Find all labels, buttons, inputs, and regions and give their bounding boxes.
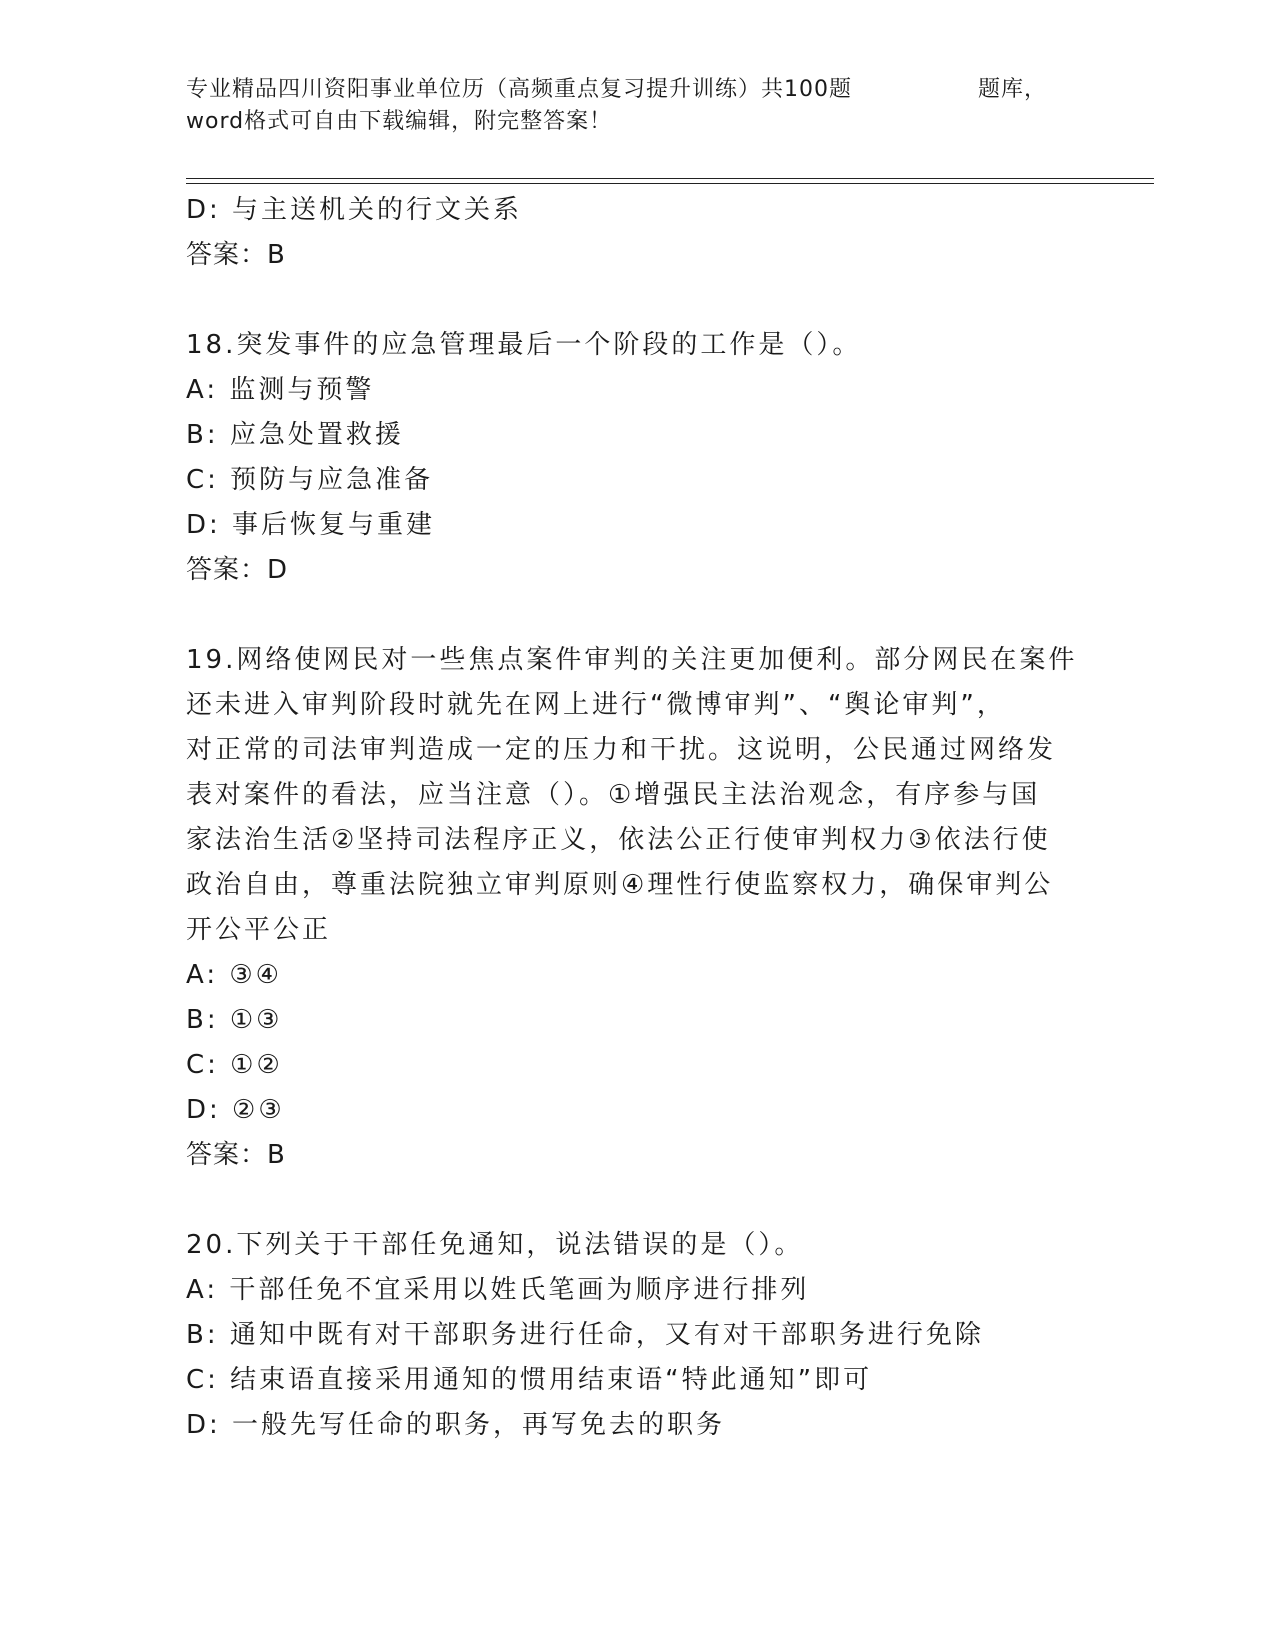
spacer bbox=[186, 1178, 1086, 1223]
header-title-main: 专业精品四川资阳事业单位历（高频重点复习提升训练）共100题 bbox=[186, 77, 852, 102]
header-divider-bottom bbox=[186, 183, 1154, 184]
question-stem: 20.下列关于干部任免通知，说法错误的是（）。 bbox=[186, 1230, 804, 1260]
question-stem-line: 表对案件的看法，应当注意（）。①增强民主法治观念，有序参与国 bbox=[186, 780, 1041, 810]
option-d: D: ②③ bbox=[186, 1095, 285, 1125]
question-stem: 18.突发事件的应急管理最后一个阶段的工作是（）。 bbox=[186, 330, 862, 360]
question-stem-line: 开公平公正 bbox=[186, 915, 332, 945]
header-subtitle: word格式可自由下载编辑，附完整答案！ bbox=[186, 109, 613, 134]
option-d: D: 一般先写任命的职务，再写免去的职务 bbox=[186, 1410, 726, 1440]
question-content bbox=[186, 188, 1086, 1448]
answer: 答案：B bbox=[186, 1140, 286, 1170]
option-a: A: ③④ bbox=[186, 960, 282, 990]
prev-option-d: D: 与主送机关的行文关系 bbox=[186, 195, 523, 225]
option-a: A: 干部任免不宜采用以姓氏笔画为顺序进行排列 bbox=[186, 1275, 810, 1305]
header-title-tail: 题库， bbox=[978, 77, 1048, 102]
spacer bbox=[186, 593, 1086, 638]
option-d: D: 事后恢复与重建 bbox=[186, 510, 436, 540]
document-header bbox=[186, 74, 1086, 138]
option-c: C: 结束语直接采用通知的惯用结束语“特此通知”即可 bbox=[186, 1365, 873, 1395]
question-stem-line: 家法治生活②坚持司法程序正义，依法公正行使审判权力③依法行使 bbox=[186, 825, 1051, 855]
question-19 bbox=[186, 638, 1086, 1178]
question-18 bbox=[186, 323, 1086, 593]
prev-answer: 答案：B bbox=[186, 240, 286, 270]
header-title-line bbox=[186, 74, 1086, 106]
option-c: C: 预防与应急准备 bbox=[186, 465, 434, 495]
option-b: B: ①③ bbox=[186, 1005, 283, 1035]
question-stem-line: 政治自由，尊重法院独立审判原则④理性行使监察权力，确保审判公 bbox=[186, 870, 1054, 900]
option-b: B: 应急处置救援 bbox=[186, 420, 404, 450]
question-stem-line: 19.网络使网民对一些焦点案件审判的关注更加便利。部分网民在案件 bbox=[186, 645, 1078, 675]
question-stem-line: 还未进入审判阶段时就先在网上进行“微博审判”、“舆论审判”， bbox=[186, 690, 1006, 720]
header-divider-top bbox=[186, 178, 1154, 179]
answer: 答案：D bbox=[186, 555, 289, 585]
spacer bbox=[186, 278, 1086, 323]
option-a: A: 监测与预警 bbox=[186, 375, 375, 405]
question-20 bbox=[186, 1223, 1086, 1448]
question-stem-line: 对正常的司法审判造成一定的压力和干扰。这说明，公民通过网络发 bbox=[186, 735, 1057, 765]
option-b: B: 通知中既有对干部职务进行任命，又有对干部职务进行免除 bbox=[186, 1320, 984, 1350]
option-c: C: ①② bbox=[186, 1050, 283, 1080]
